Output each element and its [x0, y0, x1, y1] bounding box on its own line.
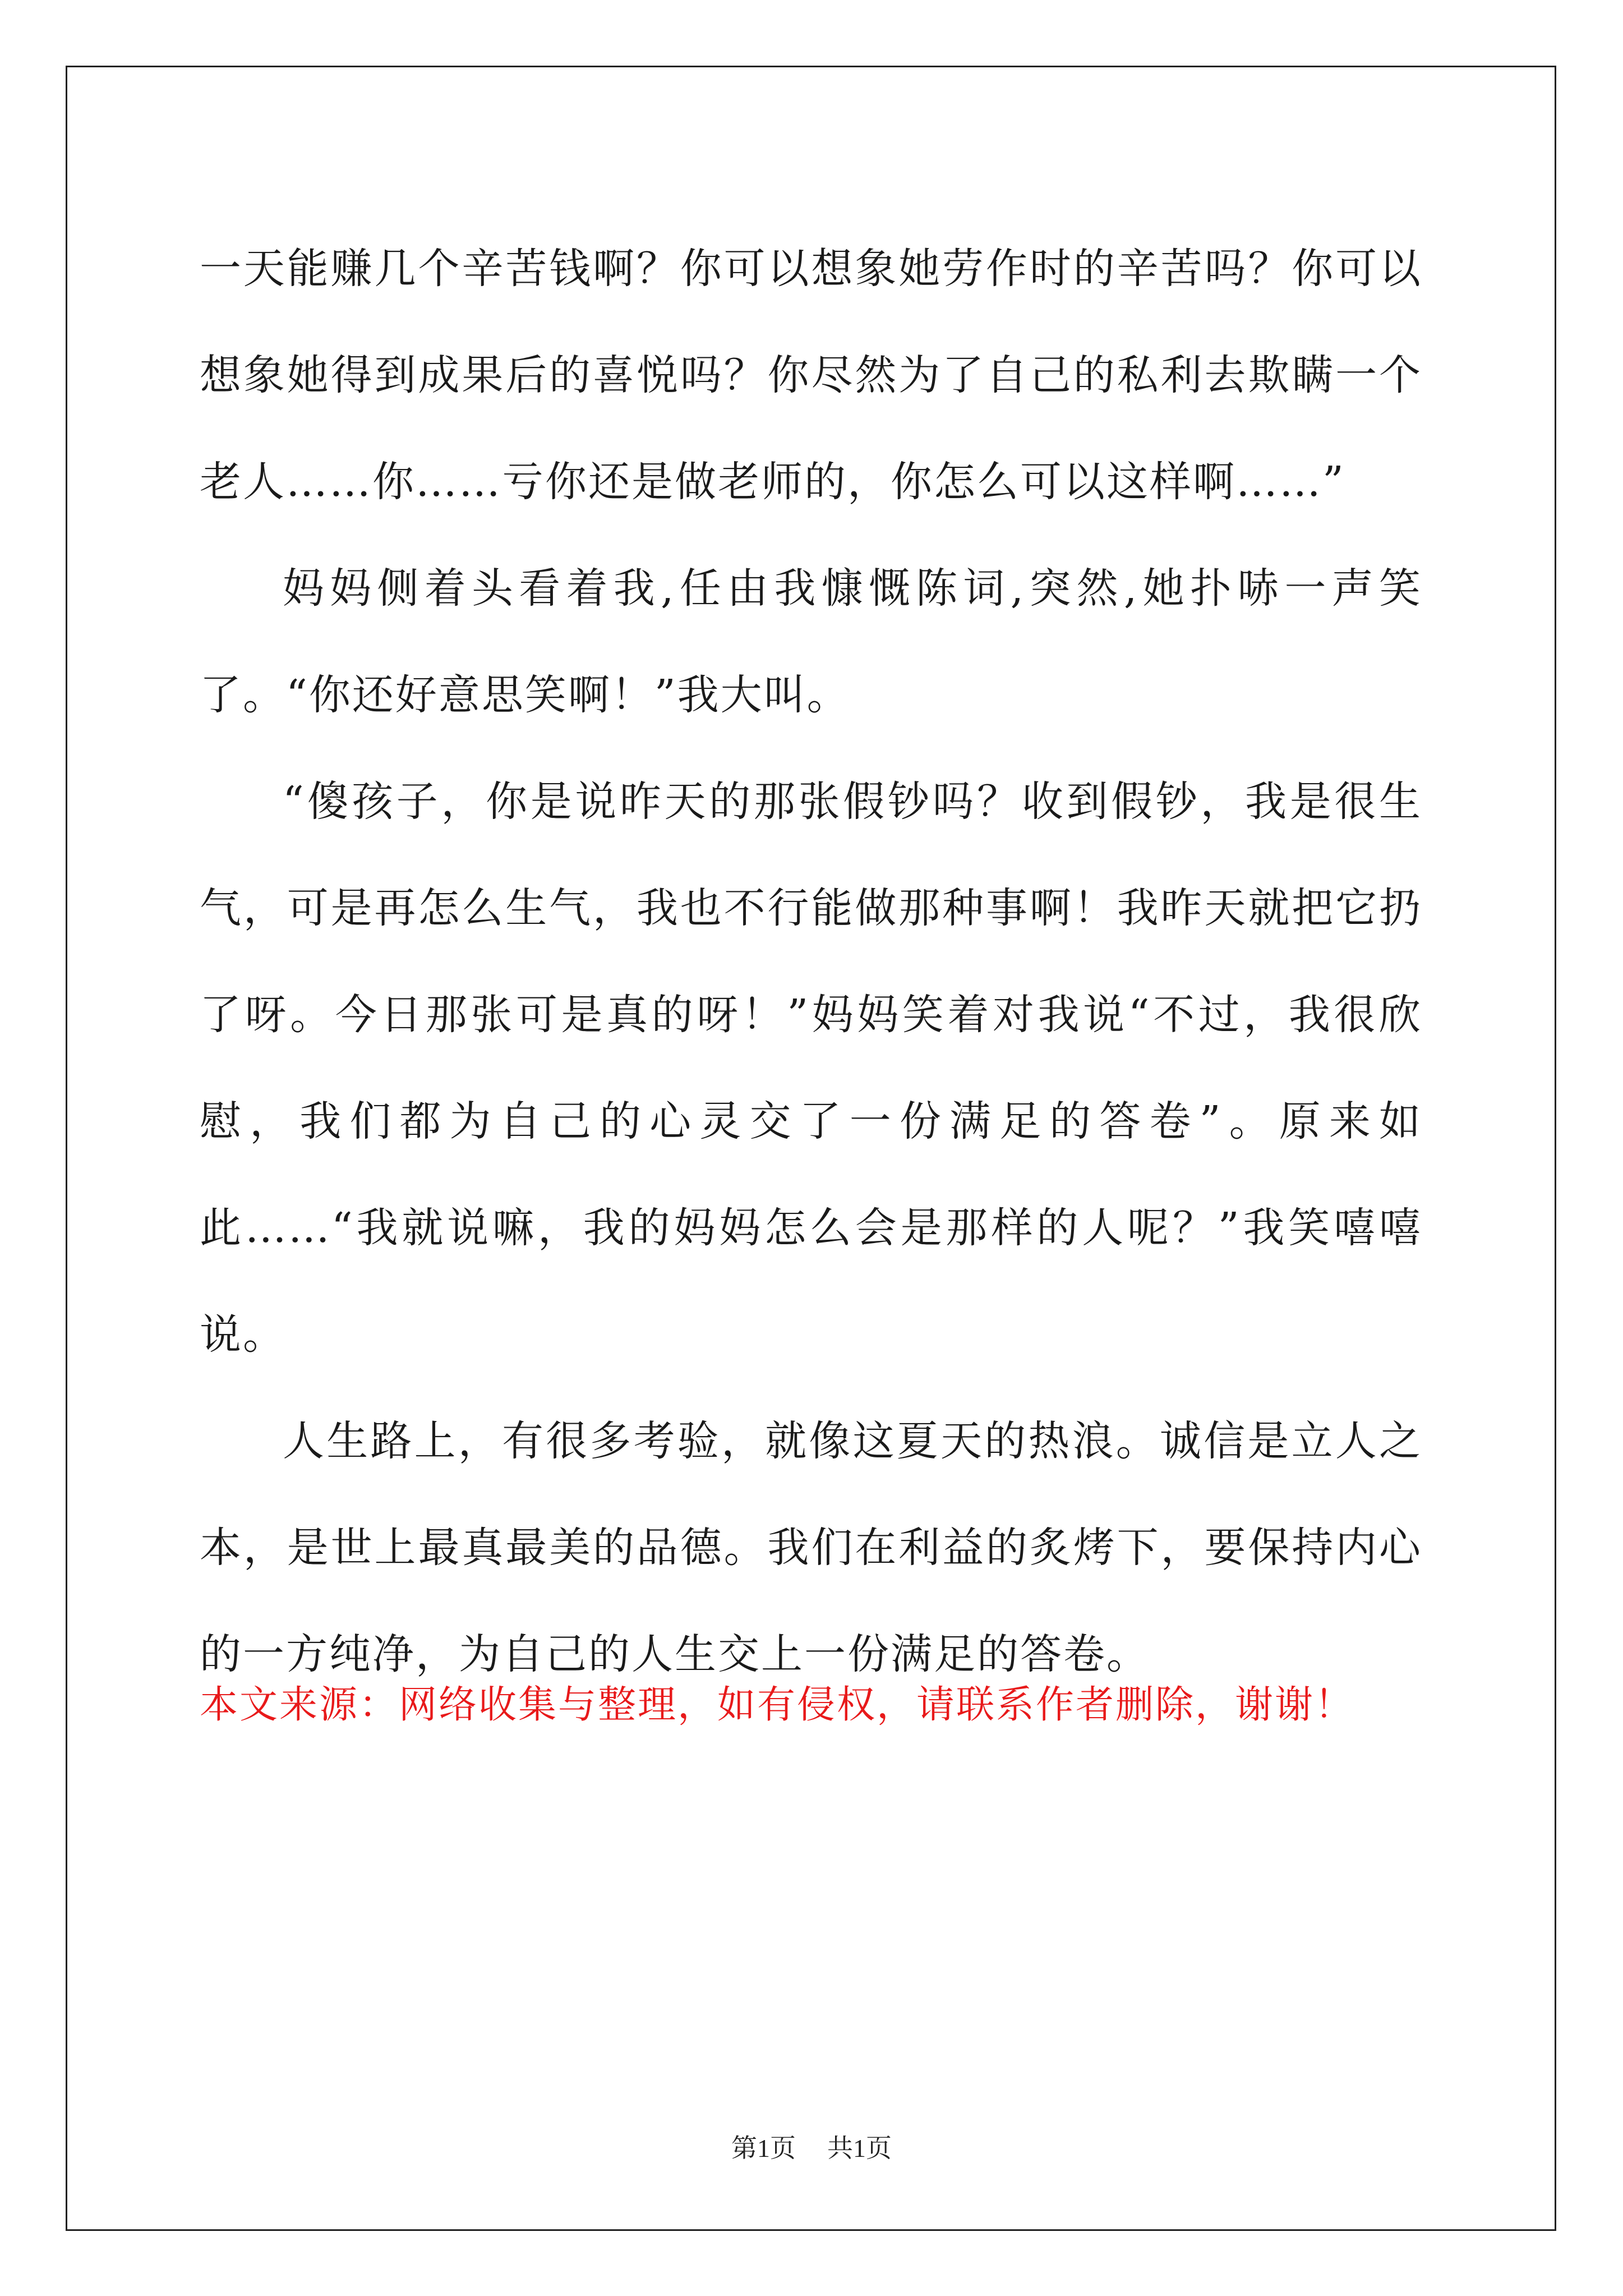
source-note: 本文来源：网络收集与整理，如有侵权，请联系作者删除，谢谢！ — [200, 1683, 1355, 1727]
paragraph: 人生路上，有很多考验，就像这夏天的热浪。诚信是立人之本，是世上最真最美的品德。我们在利益的炙烤下，要保持内心的一方纯净，为自己的人生交上一份满足的答卷。 — [200, 1417, 1422, 1678]
paragraph-continued: 一天能赚几个辛苦钱啊？你可以想象她劳作时的辛苦吗？你可以想象她得到成果后的喜悦吗？你尽然为了自己的私利去欺瞒一个老人……你……亏你还是做老师的，你怎么可以这样啊……” — [200, 245, 1422, 506]
page-footer — [0, 2132, 1623, 2165]
document-body — [200, 215, 1422, 1708]
paragraph: “傻孩子，你是说昨天的那张假钞吗？收到假钞，我是很生气，可是再怎么生气，我也不行能做那种事啊！我昨天就把它扔了呀。今日那张可是真的呀！”妈妈笑着对我说“不过，我很欣慰，我们都为自己的心灵交了一份满足的答卷”。原来如此……“我就说嘛，我的妈妈怎么会是那样的人呢？”我笑嘻嘻说。 — [200, 777, 1422, 1359]
page-total: 共1页 — [827, 2134, 892, 2162]
page-number: 第1页 — [731, 2134, 796, 2162]
paragraph: 妈妈侧着头看着我,任由我慷慨陈词,突然,她扑哧一声笑了。“你还好意思笑啊！”我大叫。 — [200, 564, 1422, 719]
